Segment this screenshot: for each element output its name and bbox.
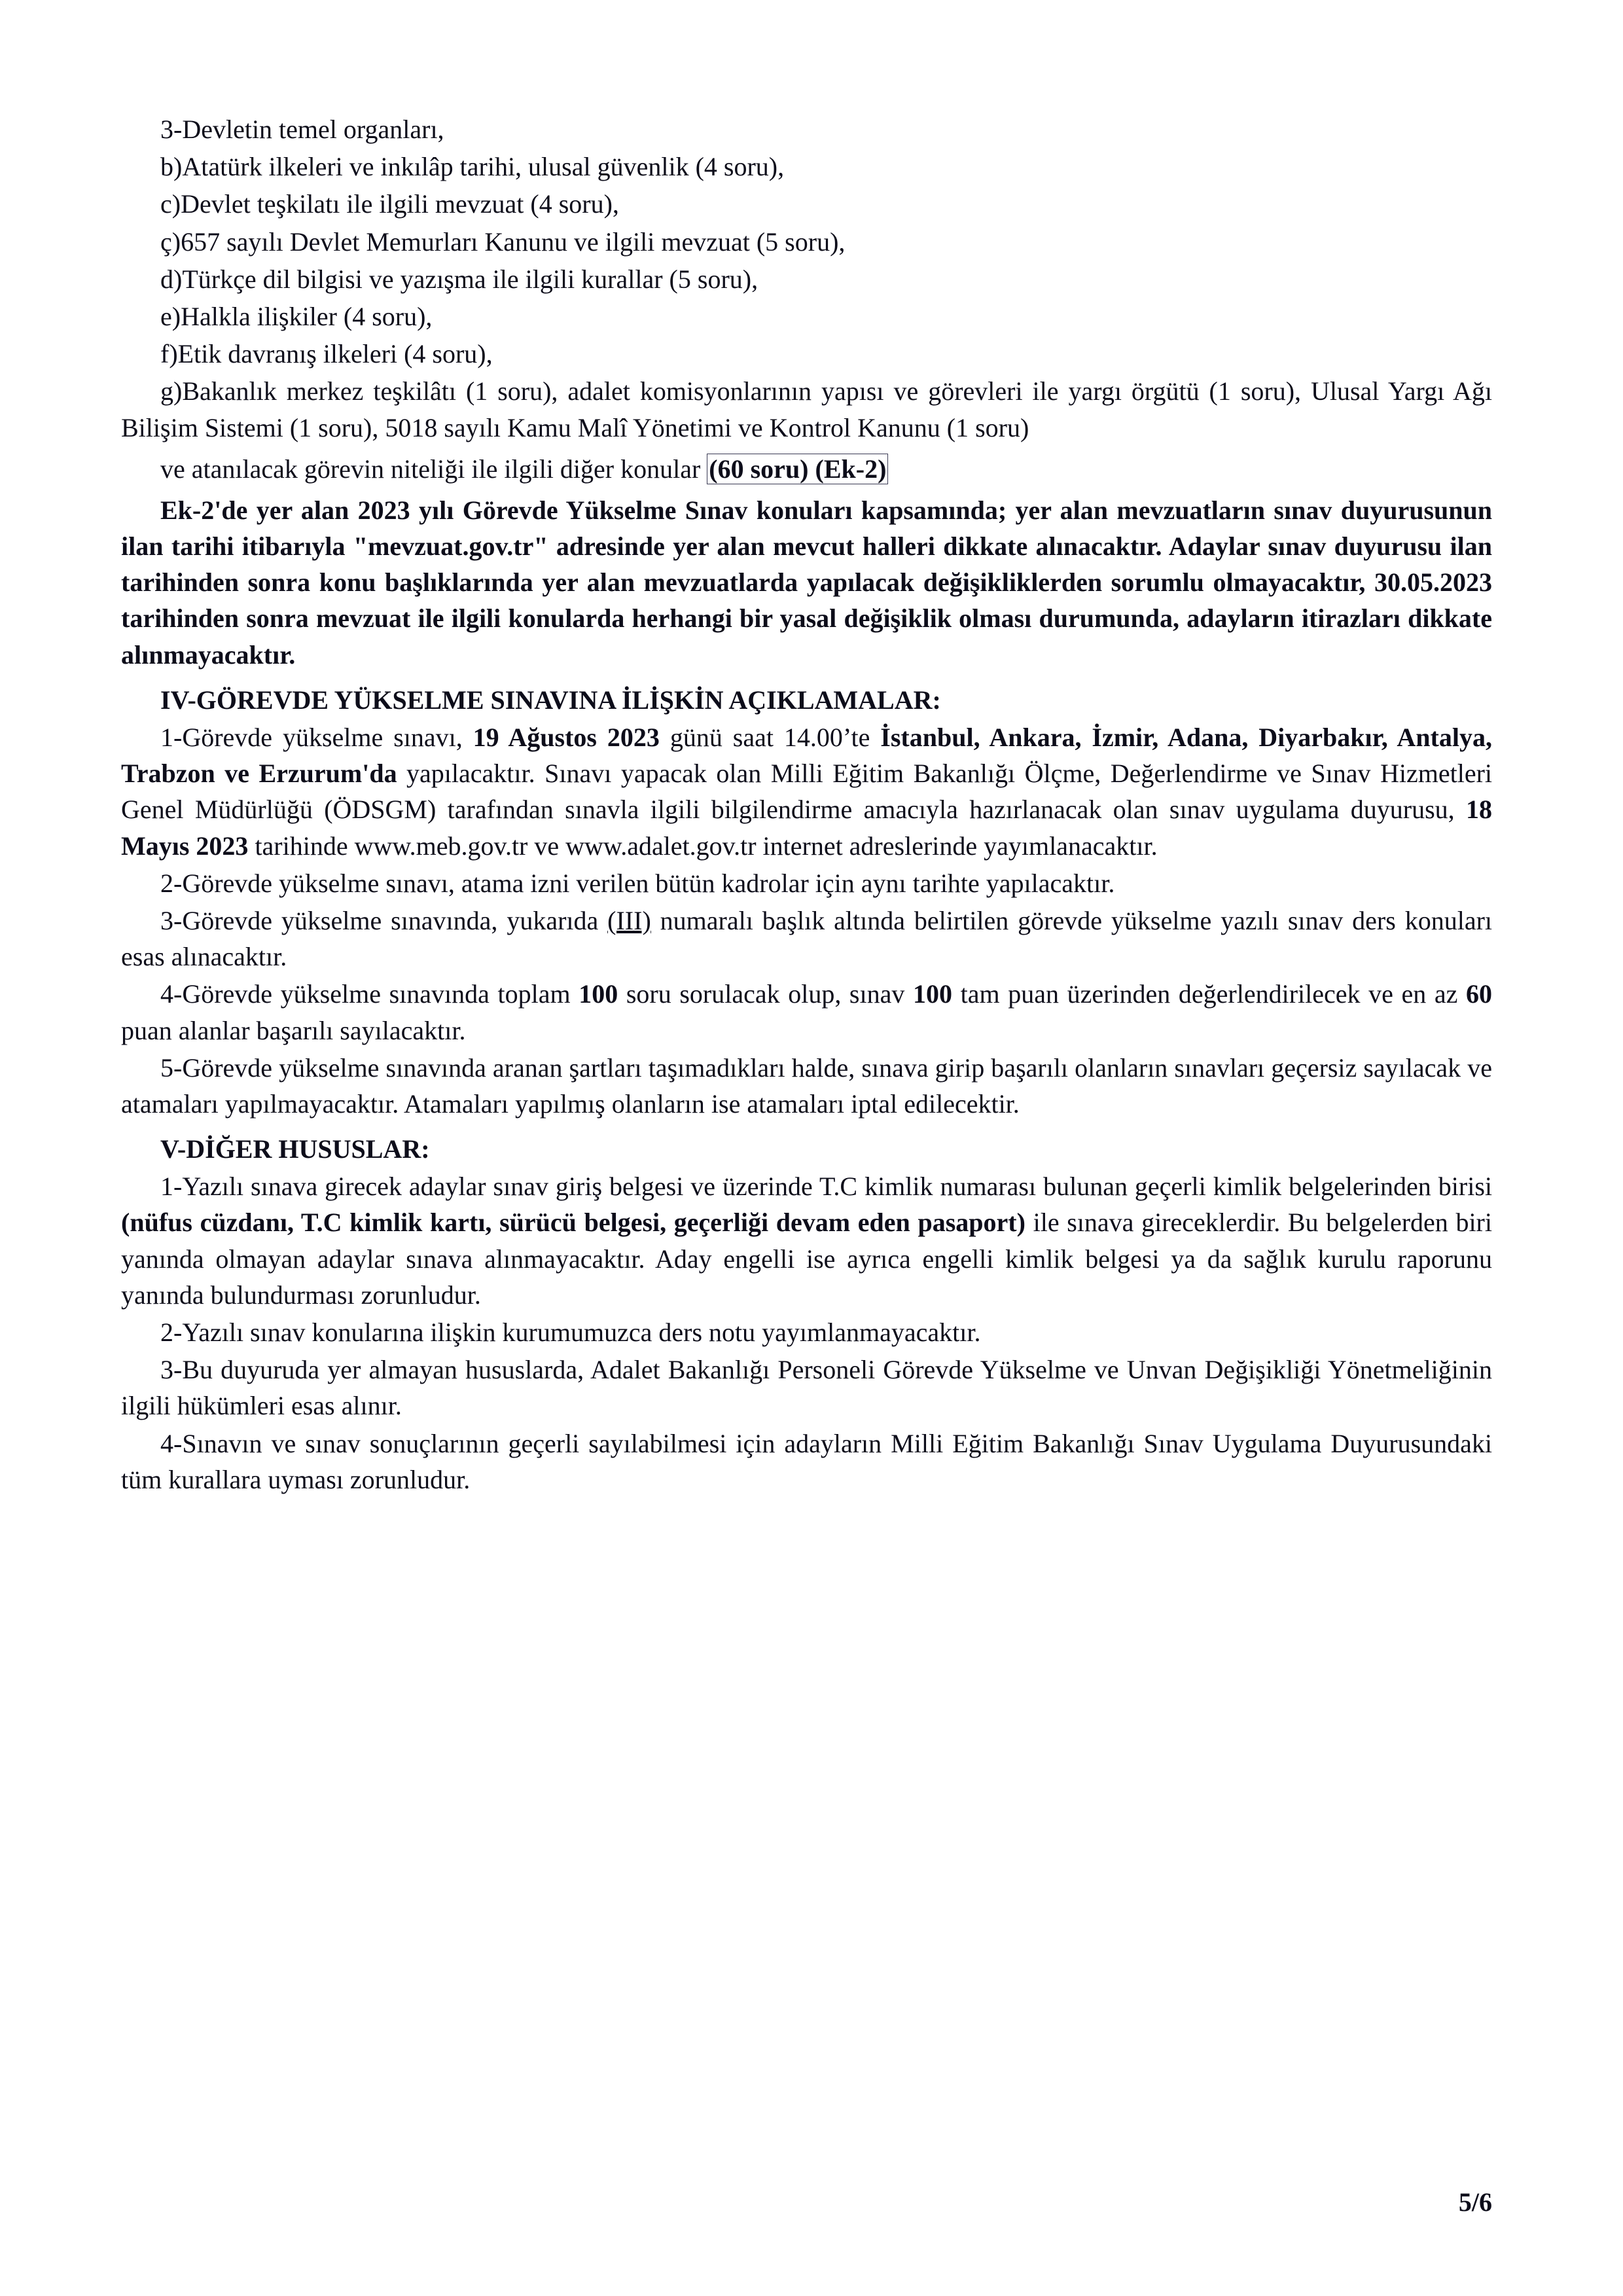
item-iv-3-part1: 3-Görevde yükselme sınavında, yukarıda	[160, 905, 608, 935]
document-body	[121, 111, 1492, 1498]
item-v-3: 3-Bu duyuruda yer almayan hususlarda, Adalet Bakanlığı Personeli Görevde Yükselme ve Unvan Değişikliği Yönetmeliğinin ilgili hükümleri esas alınır.	[121, 1355, 1492, 1421]
passing-score: 60	[1466, 979, 1493, 1009]
item-v-1-part2: ile sınava gireceklerdir. Bu belgelerden biri yanında olmayan adaylar sınava alınmayacaktır. Aday engelli ise ayrıca engelli kimlik belgesi ya da sağlık kurulu raporunu yanında bulundurması zorunludur.	[121, 1208, 1492, 1310]
item-iv-4	[121, 976, 1492, 1048]
ek2-badge: (60 soru) (Ek-2)	[707, 454, 888, 484]
item-iv-1-part3: yapılacaktır. Sınavı yapacak olan Milli Eğitim Bakanlığı Ölçme, Değerlendirme ve Sınav Hizmetleri Genel Müdürlüğü (ÖDSGM) tarafından sınavla ilgili bilgilendirme amacıyla hazırlanacak olan sınav uygulama duyurusu,	[121, 759, 1492, 825]
item-iv-4-part1: 4-Görevde yükselme sınavında toplam	[160, 979, 579, 1009]
item-iv-4-part3: tam puan üzerinden değerlendirilecek ve en az	[952, 979, 1467, 1009]
list-item: b)Atatürk ilkeleri ve inkılâp tarihi, ulusal güvenlik (4 soru),	[160, 152, 785, 182]
question-count: 100	[579, 979, 618, 1009]
total-points: 100	[913, 979, 952, 1009]
exam-cities: İstanbul, Ankara, İzmir, Adana, Diyarbakır, Antalya, Trabzon ve Erzurum'da	[121, 723, 1492, 789]
list-item: d)Türkçe dil bilgisi ve yazışma ile ilgili kurallar (5 soru),	[160, 264, 758, 294]
paragraph-g: g)Bakanlık merkez teşkilâtı (1 soru), adalet komisyonlarının yapısı ve görevleri ile yargı örgütü (1 soru), Ulusal Yargı Ağı Bilişim Sistemi (1 soru), 5018 sayılı Kamu Malî Yönetimi ve Kontrol Kanunu (1 soru)	[121, 376, 1492, 442]
section-iii-reference: (III)	[607, 905, 651, 935]
item-v-2: 2-Yazılı sınav konularına ilişkin kurumumuzca ders notu yayımlanmayacaktır.	[160, 1318, 981, 1347]
item-iv-1	[121, 719, 1492, 864]
item-iv-3	[121, 903, 1492, 975]
announcement-date: 18 Mayıs 2023	[121, 795, 1492, 861]
item-iv-4-part4: puan alanlar başarılı sayılacaktır.	[121, 1015, 466, 1045]
list-item: f)Etik davranış ilkeleri (4 soru),	[160, 339, 493, 369]
paragraph-ek2-lead-text: ve atanılacak görevin niteliği ile ilgili diğer konular	[160, 454, 707, 484]
heading-section-iv: IV-GÖREVDE YÜKSELME SINAVINA İLİŞKİN AÇIKLAMALAR:	[160, 685, 941, 715]
item-v-4: 4-Sınavın ve sınav sonuçlarının geçerli sayılabilmesi için adayların Milli Eğitim Bakanlığı Sınav Uygulama Duyurusundaki tüm kurallara uyması zorunludur.	[121, 1428, 1492, 1494]
item-v-1	[121, 1168, 1492, 1313]
paragraph-ek2-reference	[121, 451, 1492, 487]
heading-section-v: V-DİĞER HUSUSLAR:	[160, 1134, 430, 1164]
list-item: ç)657 sayılı Devlet Memurları Kanunu ve ilgili mevzuat (5 soru),	[160, 226, 846, 257]
exam-date: 19 Ağustos 2023	[473, 723, 660, 752]
item-v-1-part1: 1-Yazılı sınava girecek adaylar sınav giriş belgesi ve üzerinde T.C kimlik numarası bulunan geçerli kimlik belgelerinden birisi	[160, 1172, 1492, 1202]
list-item: 3-Devletin temel organları,	[160, 115, 444, 144]
list-item: c)Devlet teşkilatı ile ilgili mevzuat (4 soru),	[160, 189, 619, 219]
item-iv-3-part2: numaralı başlık altında belirtilen görevde yükselme yazılı sınav ders konuları esas alınacaktır.	[121, 905, 1493, 972]
item-iv-1-part4: tarihinde www.meb.gov.tr ve www.adalet.gov.tr internet adreslerinde yayımlanacaktır.	[248, 831, 1158, 861]
accepted-id-documents: (nüfus cüzdanı, T.C kimlik kartı, sürücü belgesi, geçerliği devam eden pasaport)	[121, 1208, 1026, 1238]
item-iv-2: 2-Görevde yükselme sınavı, atama izni verilen bütün kadrolar için aynı tarihte yapılacaktır.	[160, 868, 1115, 898]
item-iv-4-part2: soru sorulacak olup, sınav	[618, 979, 913, 1009]
list-item: e)Halkla ilişkiler (4 soru),	[160, 301, 433, 331]
paragraph-ek2-block: Ek-2'de yer alan 2023 yılı Görevde Yükselme Sınav konuları kapsamında; yer alan mevzuatların sınav duyurusunun ilan tarihi itibarıyla "mevzuat.gov.tr" adresinde yer alan mevcut halleri dikkate alınacaktır. Adaylar sınav duyurusu ilan tarihinden sonra konu başlıklarında yer alan mevzuatlarda yapılacak değişikliklerden sorumlu olmayacaktır, 30.05.2023 tarihinden sonra mevzuat ile ilgili konularda herhangi bir yasal değişiklik olması durumunda, adayların itirazları dikkate alınmayacaktır.	[121, 495, 1492, 670]
item-iv-1-part1: 1-Görevde yükselme sınavı,	[160, 723, 473, 752]
page-number: 5/6	[1458, 2187, 1492, 2217]
item-iv-5: 5-Görevde yükselme sınavında aranan şartları taşımadıkları halde, sınava girip başarılı olanların sınavları geçersiz sayılacak ve atamaları yapılmayacaktır. Atamaları yapılmış olanların ise atamaları iptal edilecektir.	[121, 1052, 1492, 1119]
item-iv-1-part2: günü saat 14.00’te	[659, 723, 881, 752]
